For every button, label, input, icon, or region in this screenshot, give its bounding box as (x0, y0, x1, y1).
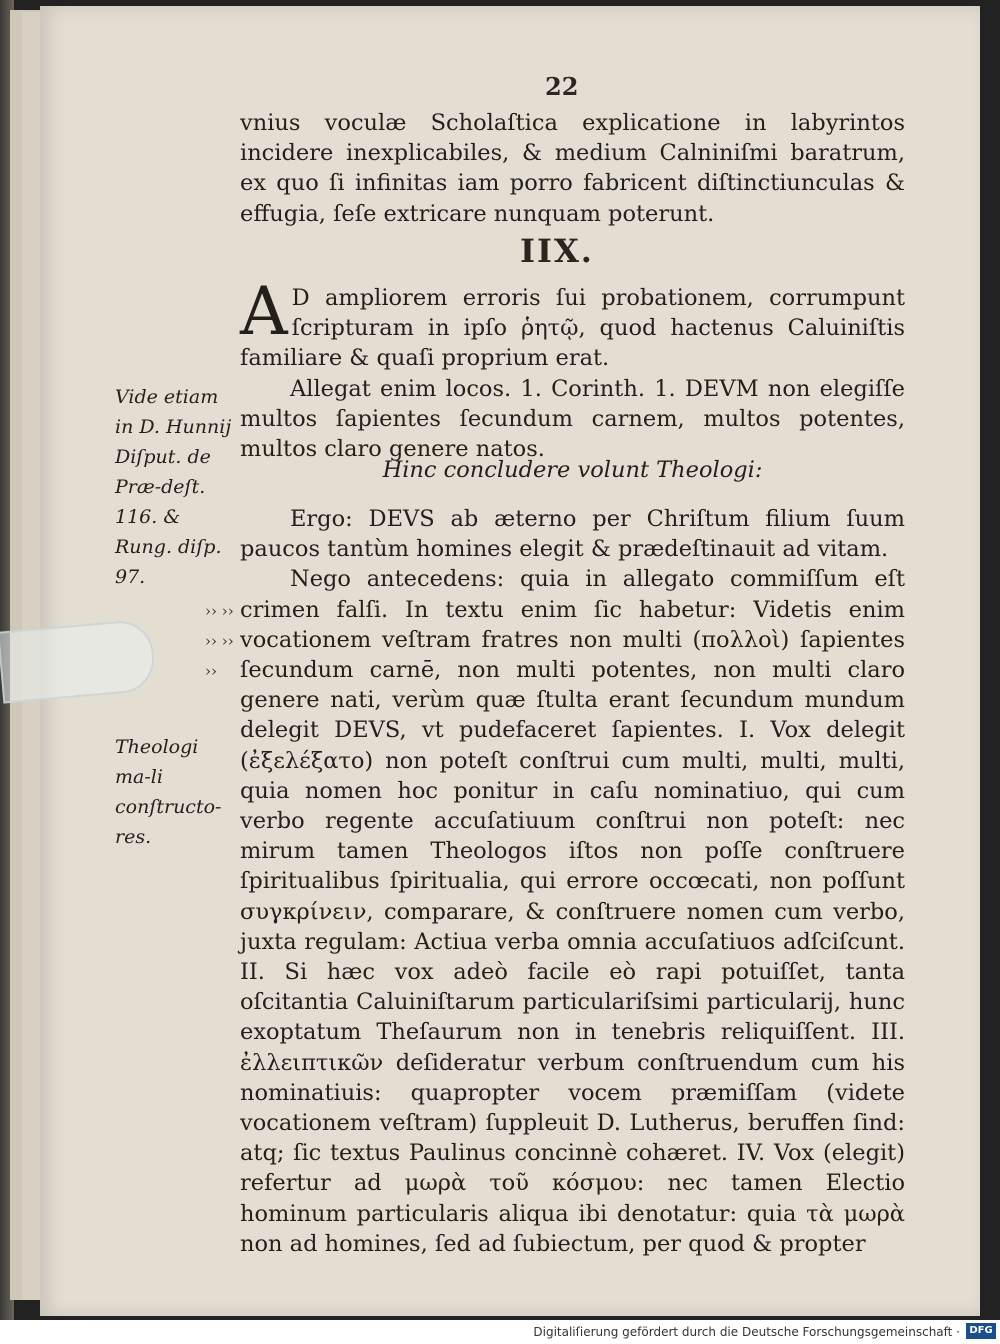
paragraph-4-text: Ergo: DEVS ab æterno per Chriſtum filium ſuum paucos tantùm homines elegit & prædeſtinauit ad vitam. (240, 506, 905, 563)
drop-cap: A (240, 273, 288, 350)
paragraph-5-text: Nego antecedens: quia in allegato commiſſum eſt crimen falſi. In textu enim ſic habetur: Videtis enim vocationem veſtram fratres non multi (πολλοὶ) ſapientes ſecundum carnē, non multi potentes, non multi claro genere nati, verùm quæ ſtulta erant ſecundum mundum delegit DEVS, vt pudefaceret ſapientes. I. Vox delegit (ἐξελέξατο) non poteſt conſtrui cum multi, multi, multi, quia nomen hoc ponitur in caſu nominatiuo, qui cum verbo regente accuſatiuum conſtrui non poteſt: nec mirum tamen Theologos iſtos non poſſe conſtruere ſpiritualibus ſpiritualia, qui errore occœcati, non poſſunt συγκρίνειν, comparare, & conſtruere nomen cum verbo, juxta regulam: Actiua verba omnia accuſatiuos adſciſcunt. II. Si hæc vox adeò facile eò rapi potuiſſet, tanta oſcitantia Caluiniſtarum particulariſsimi particularij, hunc exoptatum Theſaurum non in tenebris reliquiſſent. III. ἐλλειπτικῶν deſideratur verbum conſtruendum cum his nominatiuis: quapropter vocem præmiſſam (videte vocationem veſtram) ſuppleuit D. Lutherus, beruffen ſind: atq; ſic textus Paulinus concinnè cohæret. IV. Vox (elegit) refertur ad μωρὰ τοῦ κόσμου: nec tamen Electio hominum particularis aliqua ibi denotatur: quia τὰ μωρὰ non ad homines, ſed ad ſubiectum, per quod & propter (240, 566, 905, 1257)
paragraph-2-text (240, 273, 905, 374)
paragraph-3 (240, 455, 905, 485)
section-heading: IIX. (520, 232, 594, 270)
paragraph-4 (240, 504, 905, 1259)
paragraph-2b-text: Allegat enim locos. 1. Corinth. 1. DEVM non elegiſſe multos ſapientes ſecundum carnem, multos potentes, multos claro genere natos. (240, 375, 905, 463)
paragraph-2 (240, 273, 905, 464)
footer-credit: Digitaliſierung gefördert durch die Deutsche Forschungsgemeinschaft · (533, 1325, 960, 1339)
paragraph-3-text: Hinc concludere volunt Theologi: (382, 457, 763, 483)
marginal-note-1: Vide etiam in D. Hunnij Diſput. de Præ-deſt. 116. & Rung. diſp. 97. (115, 386, 232, 588)
marginal-note-2: Theologi ma-li conſtructo-res. (115, 736, 222, 848)
paragraph-1-text: vnius voculæ Scholaſtica explicatione in labyrintos incidere inexplicabiles, & medium Calniniſmi baratrum, ex quo ſi infinitas iam porro fabricent diſtinctiunculas & effugia, ſeſe extricare nunquam poterunt. (240, 110, 905, 227)
paragraph-2-body: D ampliorem erroris ſui probationem, corrumpunt ſcripturam in ipſo ῥητῷ, quod hactenus Caluiniſtis familiare & quaſi proprium erat. (240, 285, 905, 372)
paragraph-1 (240, 108, 905, 229)
dfg-logo: DFG (966, 1323, 996, 1339)
quote-marks: ›› ›› ›› ›› ›› (205, 602, 234, 680)
page-number: 22 (545, 72, 579, 101)
